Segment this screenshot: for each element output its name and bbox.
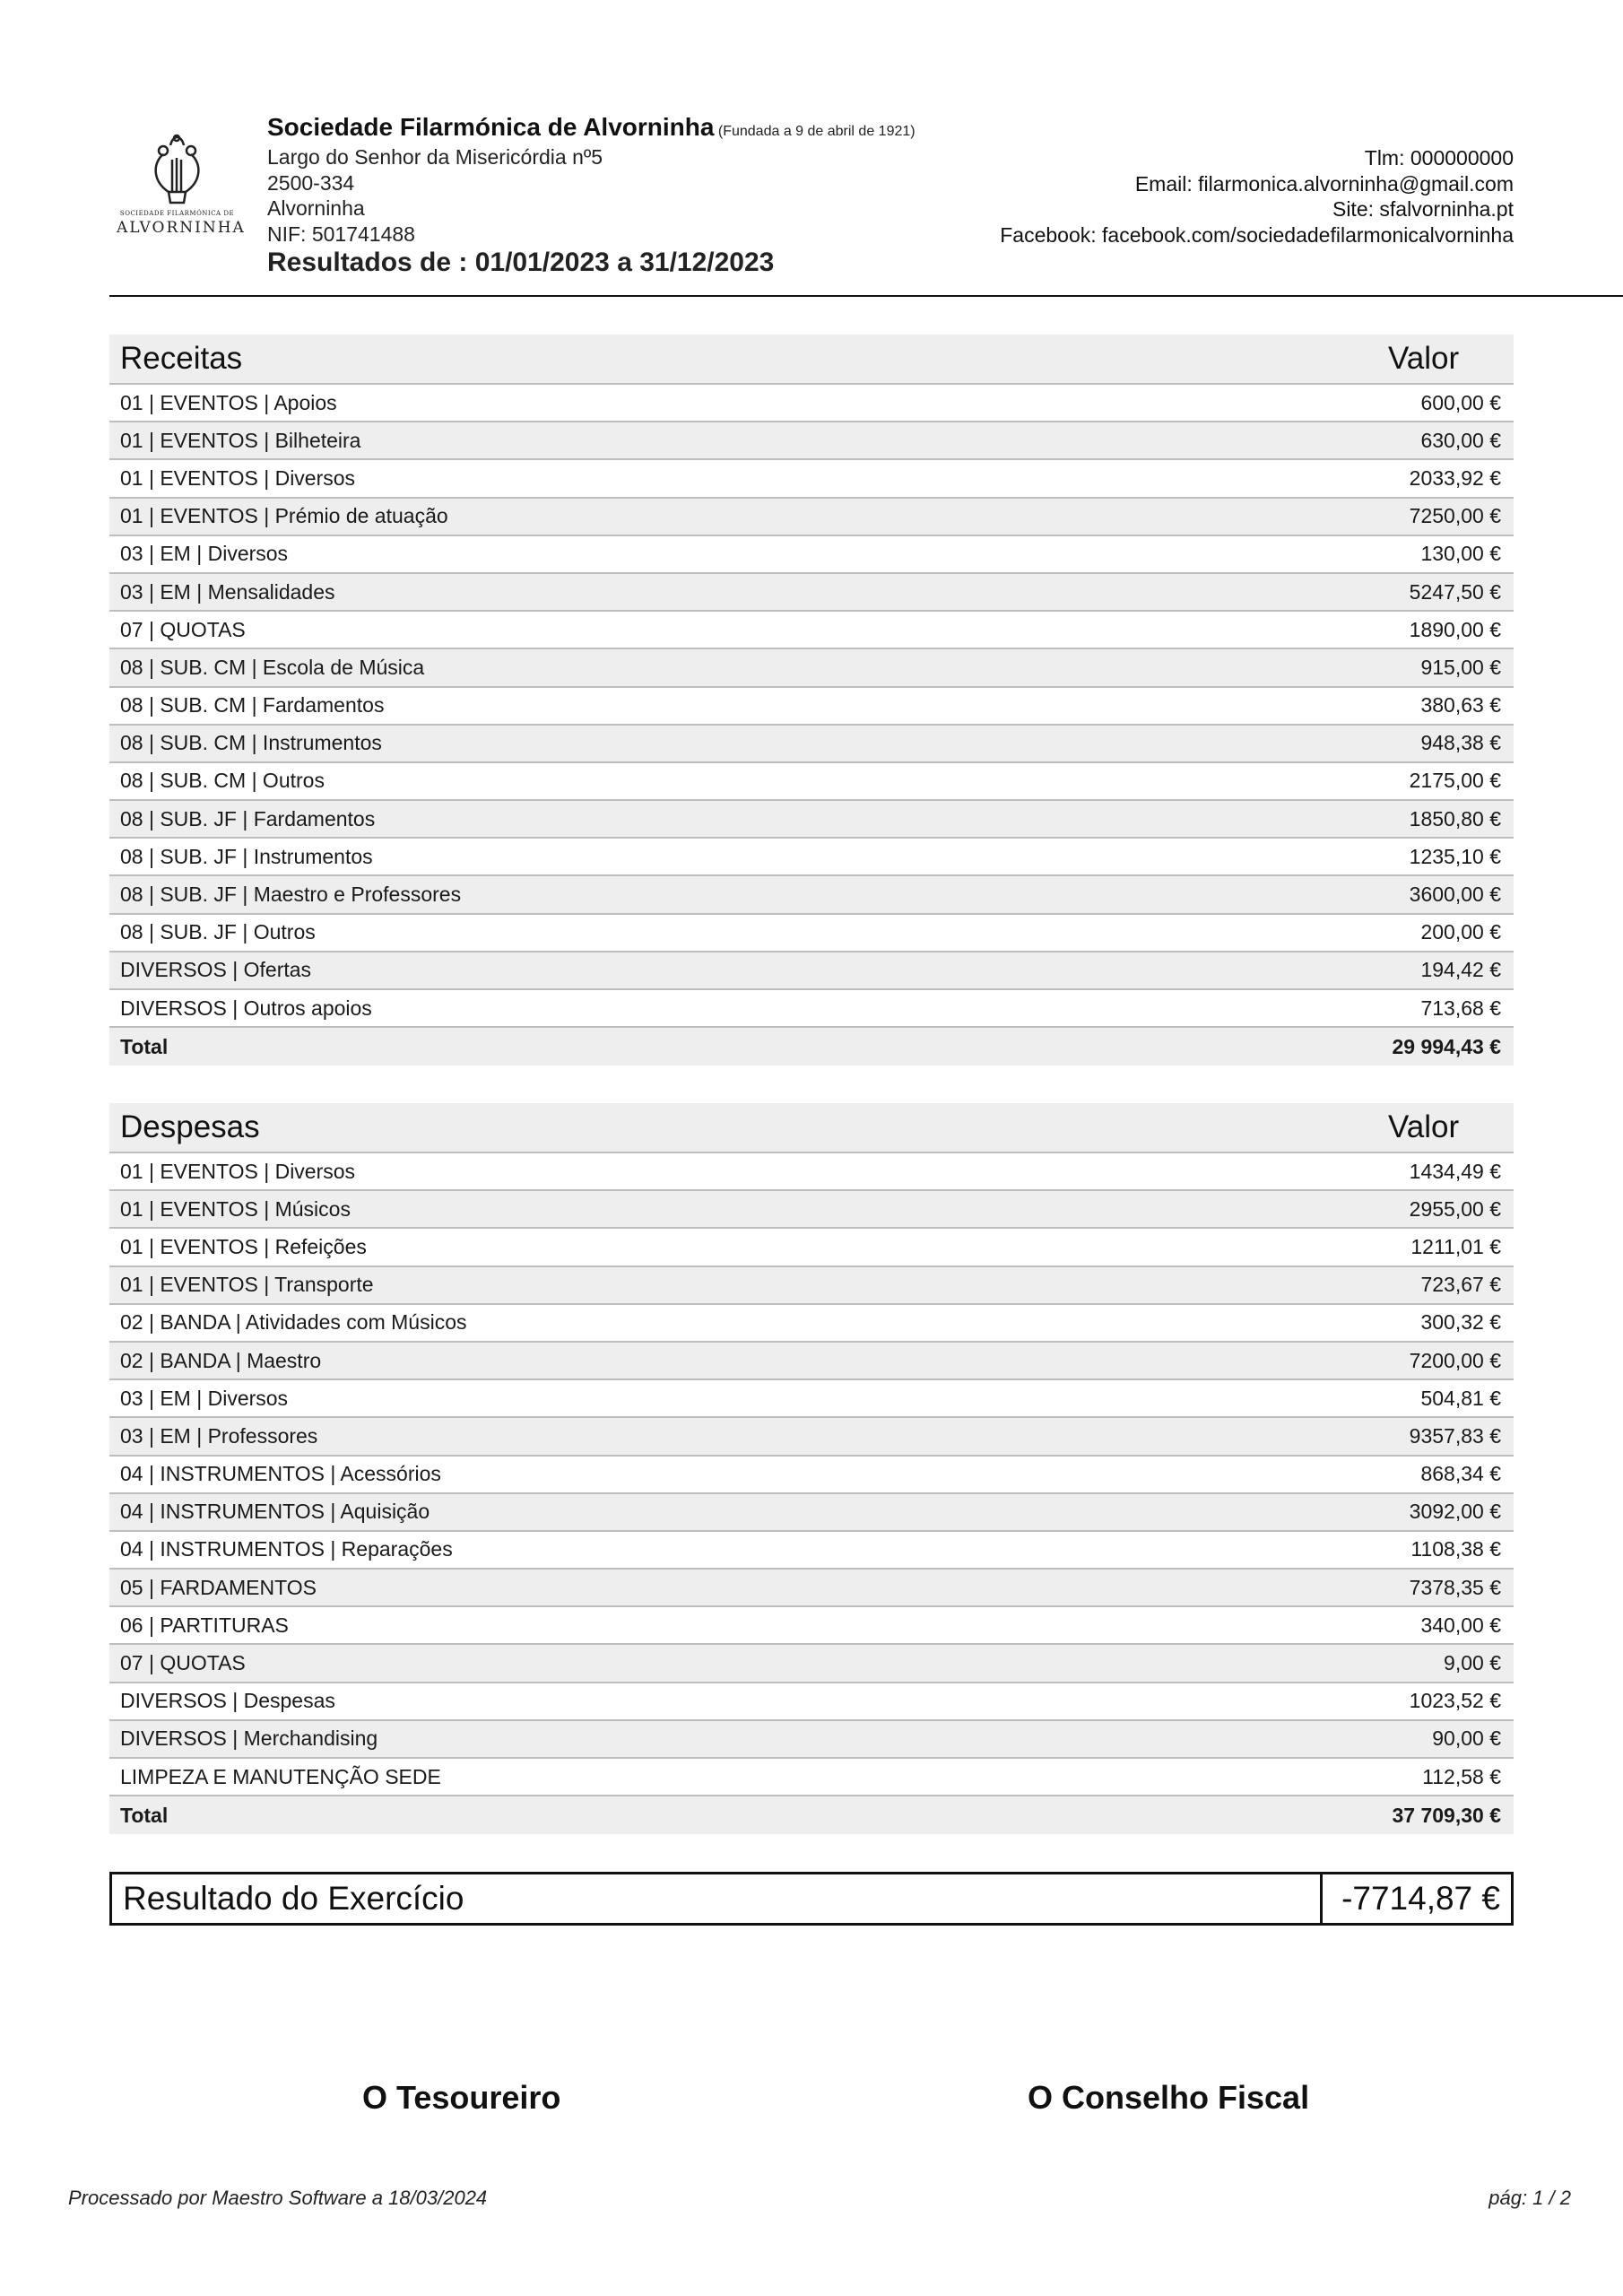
despesas-value-header: Valor [1388,1109,1460,1144]
row-label: 04 | INSTRUMENTOS | Acessórios [120,1462,441,1486]
row-value: 340,00 € [1420,1613,1501,1637]
despesas-total-value: 37 709,30 € [1392,1803,1501,1827]
row-value: 868,34 € [1420,1462,1501,1486]
row-value: 1890,00 € [1409,617,1501,641]
receitas-total-value: 29 994,43 € [1392,1034,1501,1058]
despesas-title: Despesas [120,1109,260,1144]
receitas-rows [109,385,1514,1028]
receitas-table [109,335,1514,1065]
table-row [109,499,1514,536]
header-divider [109,295,1623,297]
row-value: 7250,00 € [1409,504,1501,528]
contact-phone: Tlm: 000000000 [1364,146,1514,170]
contact-facebook: Facebook: facebook.com/sociedadefilarmonicalvorninha [1000,222,1514,247]
organization-locality: Alvorninha [267,196,365,220]
table-row [109,536,1514,574]
row-value: 3092,00 € [1409,1500,1501,1524]
row-value: 200,00 € [1420,920,1501,944]
receitas-header [109,335,1514,385]
table-row [109,915,1514,952]
row-label: 08 | SUB. JF | Maestro e Professores [120,883,462,907]
logo-text-big: ALVORNINHA [117,219,246,237]
table-row [109,385,1514,422]
table-row [109,990,1514,1028]
row-value: 380,63 € [1420,693,1501,718]
row-value: 5247,50 € [1409,579,1501,604]
logo [117,127,246,248]
table-row [109,1380,1514,1418]
logo-text-small: SOCIEDADE FILARMÓNICA DE [119,210,235,217]
table-row [109,839,1514,876]
table-row [109,801,1514,839]
row-label: 04 | INSTRUMENTOS | Reparações [120,1537,453,1561]
row-label: 08 | SUB. CM | Escola de Música [120,655,425,679]
contact-email: Email: filarmonica.alvorninha@gmail.com [1134,171,1514,196]
row-value: 1211,01 € [1410,1234,1501,1258]
organization-name: Sociedade Filarmónica de Alvorninha [267,113,715,141]
table-row [109,1153,1514,1191]
row-value: 130,00 € [1420,542,1501,566]
table-row [109,726,1514,763]
row-value: 2955,00 € [1409,1196,1501,1221]
row-label: 07 | QUOTAS [120,1651,246,1675]
lyre-icon [117,127,238,208]
organization-nif: NIF: 501741488 [267,222,415,246]
table-row [109,1683,1514,1721]
row-label: 02 | BANDA | Atividades com Músicos [120,1310,467,1335]
row-value: 504,81 € [1420,1386,1501,1410]
row-label: 06 | PARTITURAS [120,1613,289,1637]
table-row [109,1494,1514,1532]
result-box [109,1872,1514,1926]
despesas-total-label: Total [120,1803,169,1827]
row-value: 3600,00 € [1409,883,1501,907]
despesas-table [109,1103,1514,1834]
receitas-title: Receitas [120,341,243,376]
signature-council: O Conselho Fiscal [1028,2079,1310,2116]
row-label: LIMPEZA E MANUTENÇÃO SEDE [120,1764,441,1788]
row-label: 08 | SUB. CM | Fardamentos [120,693,385,718]
row-label: 01 | EVENTOS | Bilheteira [120,428,361,452]
footer-page-number: pág: 1 / 2 [1488,2187,1571,2209]
row-value: 1108,38 € [1410,1537,1501,1561]
table-row [109,688,1514,726]
row-label: DIVERSOS | Despesas [120,1689,335,1713]
table-row [109,1267,1514,1305]
row-label: 08 | SUB. CM | Outros [120,769,325,793]
row-value: 1434,49 € [1409,1159,1501,1183]
table-row [109,1418,1514,1456]
table-row [109,422,1514,460]
row-value: 90,00 € [1432,1726,1501,1751]
row-value: 194,42 € [1420,958,1501,982]
report-period: Resultados de : 01/01/2023 a 31/12/2023 [267,248,775,277]
organization-founded: (Fundada a 9 de abril de 1921) [717,124,916,139]
table-row [109,612,1514,649]
row-label: 02 | BANDA | Maestro [120,1348,322,1372]
row-label: 03 | EM | Mensalidades [120,579,335,604]
despesas-header [109,1103,1514,1153]
table-row [109,460,1514,498]
table-row [109,574,1514,612]
row-value: 713,68 € [1420,996,1501,1020]
row-label: 04 | INSTRUMENTOS | Aquisição [120,1500,430,1524]
table-row [109,876,1514,914]
despesas-total-row [109,1796,1514,1834]
row-value: 112,58 € [1422,1764,1501,1788]
row-label: 08 | SUB. CM | Instrumentos [120,731,382,755]
row-value: 7378,35 € [1409,1575,1501,1599]
row-value: 9357,83 € [1409,1423,1501,1448]
row-value: 630,00 € [1420,428,1501,452]
row-label: 08 | SUB. JF | Fardamentos [120,806,376,831]
row-label: 03 | EM | Diversos [120,1386,289,1410]
table-row [109,1721,1514,1759]
contact-site: Site: sfalvorninha.pt [1332,197,1514,221]
table-row [109,763,1514,801]
result-value: -7714,87 € [1320,1874,1511,1923]
row-value: 723,67 € [1420,1273,1501,1297]
organization-address: Largo do Senhor da Misericórdia nº5 [267,145,603,169]
row-label: 01 | EVENTOS | Refeições [120,1234,367,1258]
receitas-value-header: Valor [1388,341,1460,376]
row-label: DIVERSOS | Merchandising [120,1726,378,1751]
row-value: 9,00 € [1444,1651,1501,1675]
row-value: 2175,00 € [1409,769,1501,793]
result-label: Resultado do Exercício [123,1880,464,1917]
row-label: 01 | EVENTOS | Transporte [120,1273,374,1297]
row-label: 08 | SUB. JF | Outros [120,920,316,944]
row-value: 2033,92 € [1409,465,1501,490]
row-value: 300,32 € [1420,1310,1501,1335]
table-row [109,1191,1514,1229]
table-row [109,1607,1514,1645]
despesas-rows [109,1153,1514,1796]
signature-treasurer: O Tesoureiro [362,2079,561,2116]
row-value: 915,00 € [1420,655,1501,679]
row-label: 01 | EVENTOS | Diversos [120,1159,356,1183]
table-row [109,1457,1514,1494]
table-row [109,1343,1514,1380]
table-row [109,1645,1514,1683]
row-label: 01 | EVENTOS | Músicos [120,1196,351,1221]
table-row [109,1759,1514,1796]
table-row [109,1570,1514,1607]
row-value: 1023,52 € [1409,1689,1501,1713]
table-row [109,1532,1514,1570]
table-row [109,1305,1514,1343]
row-label: DIVERSOS | Ofertas [120,958,312,982]
organization-postal-code: 2500-334 [267,170,355,195]
receitas-total-label: Total [120,1034,169,1058]
row-label: 03 | EM | Professores [120,1423,318,1448]
receitas-total-row [109,1028,1514,1065]
row-value: 1235,10 € [1409,844,1501,868]
row-value: 1850,80 € [1409,806,1501,831]
row-label: 01 | EVENTOS | Diversos [120,465,356,490]
table-row [109,952,1514,990]
row-label: 01 | EVENTOS | Apoios [120,390,337,414]
row-label: 07 | QUOTAS [120,617,246,641]
row-value: 7200,00 € [1409,1348,1501,1372]
row-label: 03 | EM | Diversos [120,542,289,566]
row-label: 08 | SUB. JF | Instrumentos [120,844,373,868]
row-label: 05 | FARDAMENTOS [120,1575,317,1599]
row-value: 948,38 € [1420,731,1501,755]
footer-processed: Processado por Maestro Software a 18/03/2024 [68,2187,488,2209]
row-value: 600,00 € [1420,390,1501,414]
organization-block [267,115,916,275]
table-row [109,1229,1514,1266]
table-row [109,649,1514,687]
contact-block [1000,145,1514,248]
row-label: DIVERSOS | Outros apoios [120,996,372,1020]
row-label: 01 | EVENTOS | Prémio de atuação [120,504,448,528]
